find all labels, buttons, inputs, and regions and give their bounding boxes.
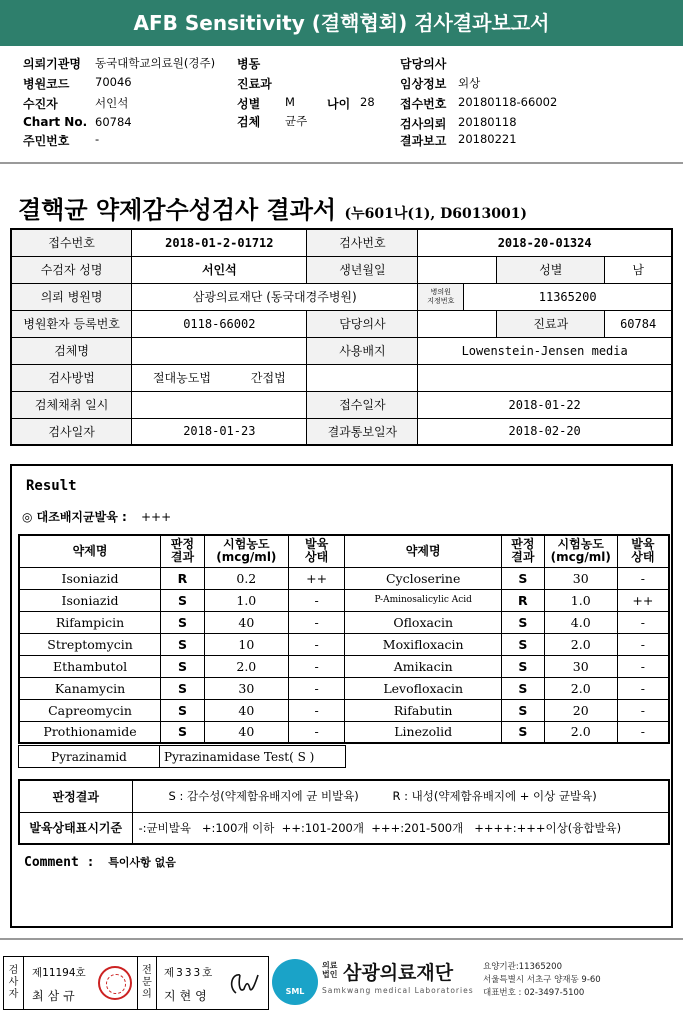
drug-concentration: 1.0 xyxy=(204,589,288,611)
info-hospital-no-label-1: 병의원 xyxy=(430,287,451,296)
info-test-date-value: 2018-01-23 xyxy=(132,418,307,445)
info-birth-label: 생년월일 xyxy=(307,256,418,283)
info-patient-reg-value: 0118-66002 xyxy=(132,310,307,337)
drug-result: S xyxy=(501,611,544,633)
footer xyxy=(0,956,683,1012)
signature-box xyxy=(3,956,269,1010)
age-label: 나이 xyxy=(327,97,351,111)
table-row xyxy=(19,721,669,743)
table-row xyxy=(11,418,672,445)
info-notify-value: 2018-02-20 xyxy=(418,418,672,445)
info-receipt-no-value: 2018-01-2-01712 xyxy=(132,229,307,256)
org-code: 요양기관:11365200 xyxy=(483,962,562,972)
drug-result: R xyxy=(161,567,205,589)
drug-concentration: 2.0 xyxy=(544,677,617,699)
info-doctor-label: 담당의사 xyxy=(307,310,418,337)
seal-icon xyxy=(98,966,132,1000)
drug-name: Streptomycin xyxy=(19,633,161,655)
drug-result: S xyxy=(161,611,205,633)
drug-name: Isoniazid xyxy=(19,567,161,589)
info-dept-label: 진료과 xyxy=(497,310,605,337)
info-collect-value xyxy=(132,391,307,418)
info-hospital-no-label xyxy=(418,283,464,310)
drug-growth: - xyxy=(617,611,669,633)
drug-name: Rifampicin xyxy=(19,611,161,633)
pza-label: Pyrazinamid xyxy=(19,746,160,768)
table-row xyxy=(11,391,672,418)
control-growth-label: ◎ 대조배지균발육 : xyxy=(22,510,127,524)
drug-growth: - xyxy=(288,699,345,721)
control-growth xyxy=(22,508,171,525)
header-conc-right: 시험농도 (mcg/ml) xyxy=(544,535,617,567)
drug-growth: - xyxy=(617,567,669,589)
drug-name: Levofloxacin xyxy=(345,677,501,699)
header-growth-right: 발육 상태 xyxy=(617,535,669,567)
drug-table-header xyxy=(19,535,669,567)
drug-concentration: 10 xyxy=(204,633,288,655)
legend-growth-label: 발육상태표시기준 xyxy=(19,812,132,844)
id-value: - xyxy=(95,132,100,146)
reviewer-name: 지현영 xyxy=(164,989,211,1003)
sex-value: M xyxy=(285,95,295,109)
drug-name: Linezolid xyxy=(345,721,501,743)
drug-name: Ethambutol xyxy=(19,655,161,677)
info-medium-label: 사용배지 xyxy=(307,337,418,364)
report-banner: AFB Sensitivity (결핵협회) 검사결과보고서 xyxy=(0,0,683,46)
drug-name: Rifabutin xyxy=(345,699,501,721)
info-test-date-label: 검사일자 xyxy=(11,418,132,445)
drug-concentration: 0.2 xyxy=(204,567,288,589)
comment xyxy=(24,854,176,870)
org-address: 서울특별시 서초구 양재동 9-60 xyxy=(483,975,601,985)
info-receipt-no-label: 접수번호 xyxy=(11,229,132,256)
result-title: Result xyxy=(26,478,77,494)
org-phone: 대표번호 : 02-3497-5100 xyxy=(483,988,585,998)
info-hospital-no-value: 11365200 xyxy=(464,283,672,310)
header-growth-left: 발육 상태 xyxy=(288,535,345,567)
table-row xyxy=(19,812,669,844)
specimen-label: 검체 xyxy=(237,115,261,129)
info-receive-label: 접수일자 xyxy=(307,391,418,418)
request-value: 20180118 xyxy=(458,115,517,129)
hospital-code-value: 70046 xyxy=(95,75,132,89)
table-row xyxy=(19,780,669,812)
legend-judge-value xyxy=(132,780,669,812)
document-title-text: 결핵균 약제감수성검사 결과서 xyxy=(18,195,337,224)
doctor-label: 담당의사 xyxy=(400,57,447,71)
info-patient-reg-label: 병원환자 등록번호 xyxy=(11,310,132,337)
drug-name: Kanamycin xyxy=(19,677,161,699)
drug-result: S xyxy=(161,721,205,743)
drug-result-table xyxy=(18,534,670,744)
table-row xyxy=(11,337,672,364)
institution-value: 동국대학교의료원(경주) xyxy=(95,56,216,70)
drug-growth: - xyxy=(288,677,345,699)
header-judge-left: 판정 결과 xyxy=(161,535,205,567)
table-row xyxy=(19,746,346,768)
drug-result: S xyxy=(501,655,544,677)
signature-icon xyxy=(226,967,262,1001)
pyrazinamid-table xyxy=(18,745,346,768)
org-name: 삼광의료재단 xyxy=(343,962,454,984)
request-label: 검사의뢰 xyxy=(400,117,447,131)
legend-growth-value: -:균비발육 +:100개 이하 ++:101-200개 +++:201-500개 ++++:+++이상(융합발육) xyxy=(132,812,669,844)
document-title xyxy=(18,190,527,225)
drug-name: Moxifloxacin xyxy=(345,633,501,655)
table-row xyxy=(11,256,672,283)
table-row xyxy=(19,699,669,721)
clinical-info-value: 외상 xyxy=(458,76,481,90)
drug-concentration: 40 xyxy=(204,721,288,743)
drug-result: S xyxy=(161,655,205,677)
receipt-no-label: 접수번호 xyxy=(400,97,447,111)
drug-concentration: 30 xyxy=(544,655,617,677)
drug-growth: - xyxy=(288,721,345,743)
report-value: 20180221 xyxy=(458,132,517,146)
specimen-value: 균주 xyxy=(285,114,308,128)
drug-growth: - xyxy=(617,699,669,721)
drug-concentration: 20 xyxy=(544,699,617,721)
table-row xyxy=(19,611,669,633)
drug-concentration: 1.0 xyxy=(544,589,617,611)
drug-result: S xyxy=(501,677,544,699)
drug-result: S xyxy=(501,699,544,721)
method-indirect: 간접법 xyxy=(250,371,286,385)
sml-logo-icon: SML xyxy=(272,959,318,1005)
drug-name: Capreomycin xyxy=(19,699,161,721)
drug-growth: ++ xyxy=(617,589,669,611)
drug-growth: - xyxy=(288,589,345,611)
age-value: 28 xyxy=(360,95,375,109)
org-type: 의료 법인 xyxy=(322,961,338,979)
department-label: 진료과 xyxy=(237,77,272,91)
drug-name: P-Aminosalicylic Acid xyxy=(345,589,501,611)
org-contact xyxy=(483,961,601,1000)
drug-growth: - xyxy=(617,655,669,677)
table-row xyxy=(19,633,669,655)
header-judge-right: 판정 결과 xyxy=(501,535,544,567)
info-receive-value: 2018-01-22 xyxy=(418,391,672,418)
footer-divider xyxy=(0,938,683,940)
legend-judge-s: S : 감수성(약제함유배지에 균 비발육) xyxy=(168,789,359,804)
header-conc-left: 시험농도 (mcg/ml) xyxy=(204,535,288,567)
info-test-no-value: 2018-20-01324 xyxy=(418,229,672,256)
chart-no-label: Chart No. xyxy=(23,115,88,129)
legend-table xyxy=(18,779,670,845)
table-row xyxy=(11,229,672,256)
comment-label: Comment : xyxy=(24,855,95,870)
patient-label: 수진자 xyxy=(23,97,58,111)
drug-result: S xyxy=(501,721,544,743)
reviewer-label: 전 문 의 xyxy=(137,957,157,1009)
info-specimen-label: 검체명 xyxy=(11,337,132,364)
info-hospital-no-label-2: 지정번호 xyxy=(427,296,455,305)
drug-concentration: 40 xyxy=(204,699,288,721)
table-row xyxy=(11,310,672,337)
header-drug-left: 약제명 xyxy=(19,535,161,567)
drug-result: S xyxy=(501,633,544,655)
drug-name: Ofloxacin xyxy=(345,611,501,633)
legend-judge-label: 판정결과 xyxy=(19,780,132,812)
info-patient-value: 서인석 xyxy=(132,256,307,283)
info-birth-value xyxy=(418,256,497,283)
drug-name: Cycloserine xyxy=(345,567,501,589)
drug-concentration: 4.0 xyxy=(544,611,617,633)
drug-growth: - xyxy=(288,611,345,633)
drug-result: S xyxy=(161,699,205,721)
receipt-no-value: 20180118-66002 xyxy=(458,95,558,109)
table-row xyxy=(11,364,672,391)
table-row xyxy=(19,567,669,589)
drug-name: Amikacin xyxy=(345,655,501,677)
drug-growth: ++ xyxy=(288,567,345,589)
sex-label: 성별 xyxy=(237,97,261,111)
header-drug-right: 약제명 xyxy=(345,535,501,567)
drug-result: S xyxy=(161,677,205,699)
info-collect-label: 검체채취 일시 xyxy=(11,391,132,418)
report-label: 결과보고 xyxy=(400,134,447,148)
info-patient-label: 수검자 성명 xyxy=(11,256,132,283)
id-label: 주민번호 xyxy=(23,134,70,148)
info-notify-label: 결과통보일자 xyxy=(307,418,418,445)
comment-value: 특이사항 없음 xyxy=(108,856,176,869)
request-header xyxy=(0,52,683,156)
drug-name: Prothionamide xyxy=(19,721,161,743)
patient-value: 서인석 xyxy=(95,96,129,110)
drug-result: S xyxy=(161,589,205,611)
drug-growth: - xyxy=(617,677,669,699)
table-row xyxy=(19,655,669,677)
drug-result: R xyxy=(501,589,544,611)
institution-label: 의뢰기관명 xyxy=(23,57,81,71)
chart-no-value: 60784 xyxy=(95,115,132,129)
info-sex-value: 남 xyxy=(605,256,672,283)
document-code: (누601나(1), D6013001) xyxy=(344,206,528,222)
drug-result: S xyxy=(501,567,544,589)
table-row xyxy=(19,677,669,699)
info-sex-label: 성별 xyxy=(497,256,605,283)
info-method-value xyxy=(132,364,307,391)
info-specimen-value xyxy=(132,337,307,364)
table-row xyxy=(19,589,669,611)
patient-info-table xyxy=(10,228,673,446)
pza-value: Pyrazinamidase Test( S ) xyxy=(160,746,346,768)
header-divider xyxy=(0,162,683,164)
method-absolute: 절대농도법 xyxy=(152,371,211,385)
tester-label: 검 사 자 xyxy=(4,957,24,1009)
info-test-no-label: 검사번호 xyxy=(307,229,418,256)
drug-growth: - xyxy=(617,721,669,743)
drug-concentration: 30 xyxy=(204,677,288,699)
drug-growth: - xyxy=(288,633,345,655)
legend-judge-r: R : 내성(약제함유배지에 + 이상 균발육) xyxy=(392,789,597,804)
clinical-info-label: 임상정보 xyxy=(400,77,447,91)
drug-concentration: 30 xyxy=(544,567,617,589)
drug-concentration: 2.0 xyxy=(544,721,617,743)
org-english-name: Samkwang medical Laboratories xyxy=(322,986,474,995)
result-section xyxy=(10,464,673,928)
tester-name: 최삼규 xyxy=(32,989,79,1003)
drug-growth: - xyxy=(288,655,345,677)
tester-id: 제11194호 xyxy=(32,967,86,979)
info-doctor-value xyxy=(418,310,497,337)
info-medium-value: Lowenstein-Jensen media xyxy=(418,337,672,364)
drug-result: S xyxy=(161,633,205,655)
drug-concentration: 2.0 xyxy=(204,655,288,677)
drug-concentration: 40 xyxy=(204,611,288,633)
control-growth-value: +++ xyxy=(140,510,172,524)
info-method-empty-2 xyxy=(418,364,672,391)
info-hospital-label: 의뢰 병원명 xyxy=(11,283,132,310)
info-method-empty xyxy=(307,364,418,391)
ward-label: 병동 xyxy=(237,57,261,71)
reviewer-id: 제333호 xyxy=(164,967,215,979)
table-row xyxy=(11,283,672,310)
info-method-label: 검사방법 xyxy=(11,364,132,391)
drug-name: Isoniazid xyxy=(19,589,161,611)
info-dept-value: 60784 xyxy=(605,310,672,337)
drug-concentration: 2.0 xyxy=(544,633,617,655)
info-hospital-value: 삼광의료재단 (동국대경주병원) xyxy=(132,283,418,310)
drug-growth: - xyxy=(617,633,669,655)
hospital-code-label: 병원코드 xyxy=(23,77,70,91)
